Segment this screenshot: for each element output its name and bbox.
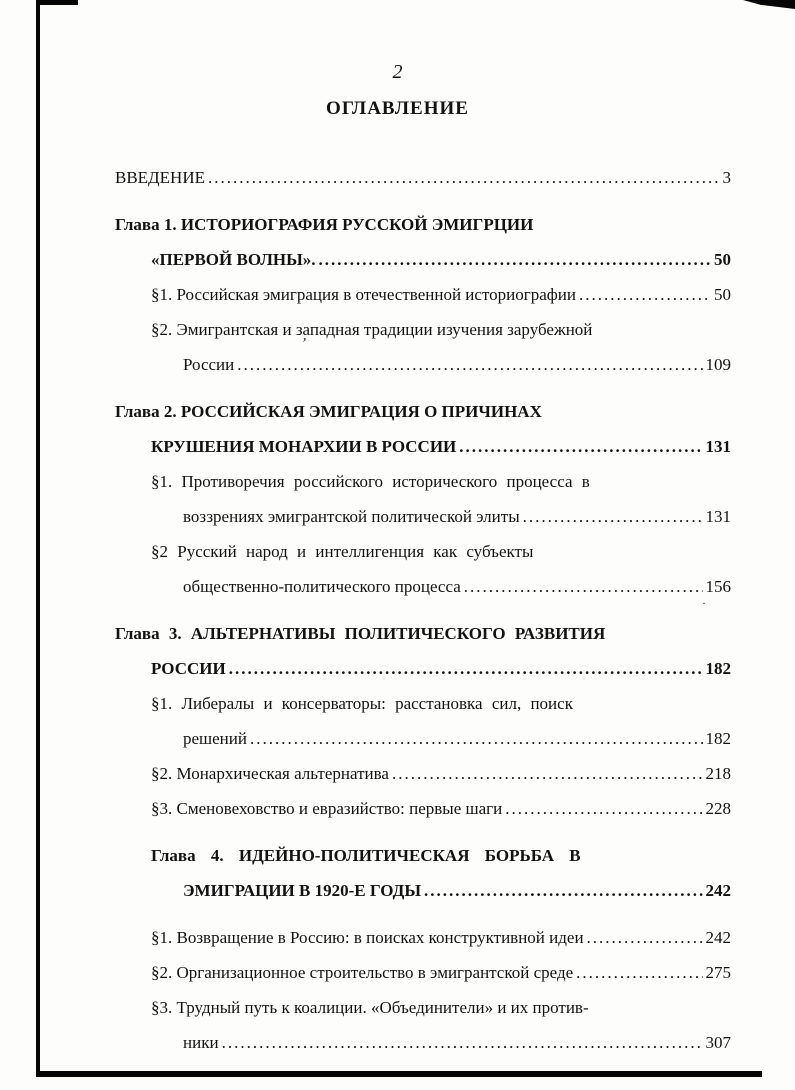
toc-line <box>151 247 731 272</box>
dot-leader <box>587 925 703 950</box>
toc-entry-text: РОССИИ <box>151 659 226 678</box>
toc-line <box>151 995 731 1020</box>
toc-page-number: 50 <box>714 285 731 304</box>
scan-artifact: ’ <box>299 335 308 353</box>
toc-entry-text: §1. Либералы и консерваторы: расстановка сил, поиск <box>151 694 573 713</box>
dot-leader <box>523 504 703 529</box>
dot-leader <box>229 656 703 681</box>
toc-entry-text: §2. Монархическая альтернатива <box>151 764 389 783</box>
toc-entry-text: §1. Российская эмиграция в отечественной историографии <box>151 285 576 304</box>
toc-line <box>151 317 731 342</box>
toc-line <box>151 925 731 950</box>
toc-entry-text: §2. Организационное строительство в эмигрантской среде <box>151 963 574 982</box>
toc-line <box>183 726 731 751</box>
dot-leader <box>576 960 702 985</box>
scan-edge-top-left <box>36 0 78 5</box>
toc-entry-text: §1. Возвращение в Россию: в поисках конструктивной идеи <box>151 928 584 947</box>
dot-leader <box>319 247 711 272</box>
toc-page-number: 242 <box>705 881 731 900</box>
toc-line <box>151 796 731 821</box>
toc-entry-text: §2. Эмигрантская и западная традиции изучения зарубежной <box>151 320 593 339</box>
dot-leader <box>579 282 711 307</box>
page-title: ОГЛАВЛЕНИЕ <box>326 98 469 119</box>
toc-line <box>151 539 731 564</box>
scan-edge-left <box>36 0 40 1077</box>
toc-line <box>151 761 731 786</box>
scan-edge-bottom <box>36 1071 762 1077</box>
toc-page-number: 50 <box>714 250 731 269</box>
toc-entry-text: Глава 3. АЛЬТЕРНАТИВЫ ПОЛИТИЧЕСКОГО РАЗВИТИЯ <box>115 624 606 643</box>
page-number: 2 <box>392 61 403 83</box>
toc-entry-text: Глава 4. ИДЕЙНО-ПОЛИТИЧЕСКАЯ БОРЬБА В <box>151 846 581 865</box>
dot-leader <box>222 1030 703 1055</box>
dot-leader <box>392 761 703 786</box>
toc-line <box>151 282 731 307</box>
toc-page-number: 156 <box>705 577 731 596</box>
dot-leader <box>250 726 703 751</box>
toc-line <box>183 574 731 599</box>
toc-entry-text: §2 Русский народ и интеллигенция как субъекты <box>151 542 534 561</box>
scan-artifact: · <box>702 596 706 610</box>
toc <box>115 165 731 1055</box>
toc-entry-text: общественно-политического процесса <box>183 577 461 596</box>
toc-entry-text: КРУШЕНИЯ МОНАРХИИ В РОССИИ <box>151 437 457 456</box>
toc-line <box>151 469 731 494</box>
toc-entry-text: §3. Трудный путь к коалиции. «Объединители» и их против- <box>151 998 589 1017</box>
toc-entry-text: «ПЕРВОЙ ВОЛНЫ». <box>151 250 316 269</box>
toc-entry-text: Глава 1. ИСТОРИОГРАФИЯ РУССКОЙ ЭМИГРЦИИ <box>115 215 534 234</box>
toc-line <box>151 960 731 985</box>
toc-entry-text: ВВЕДЕНИЕ <box>115 168 205 187</box>
toc-page-number: 275 <box>705 963 731 982</box>
toc-line <box>151 656 731 681</box>
toc-line <box>151 434 731 459</box>
toc-page-number: 131 <box>705 507 731 526</box>
toc-line <box>115 399 731 424</box>
toc-line <box>115 621 731 646</box>
dot-leader <box>424 878 702 903</box>
dot-leader <box>464 574 703 599</box>
toc-page-number: 228 <box>705 799 731 818</box>
toc-page-number: 218 <box>705 764 731 783</box>
toc-page-number: 3 <box>722 168 731 187</box>
toc-page-number: 109 <box>705 355 731 374</box>
toc-entry-text: ники <box>183 1033 219 1052</box>
toc-line <box>183 878 731 903</box>
toc-page-number: 307 <box>705 1033 731 1052</box>
dot-leader <box>505 796 702 821</box>
dot-leader <box>237 352 702 377</box>
toc-entry-text: §1. Противоречия российского исторического процесса в <box>151 472 590 491</box>
toc-entry-text: России <box>183 355 235 374</box>
toc-page-number: 131 <box>705 437 731 456</box>
toc-entry-text: ЭМИГРАЦИИ В 1920-Е ГОДЫ <box>183 881 422 900</box>
toc-line <box>183 352 731 377</box>
toc-line <box>183 1030 731 1055</box>
toc-page-number: 182 <box>705 729 731 748</box>
toc-page-number: 242 <box>705 928 731 947</box>
toc-page-number: 182 <box>705 659 731 678</box>
dot-leader <box>459 434 702 459</box>
toc-line <box>115 165 731 190</box>
toc-line <box>151 843 731 868</box>
toc-entry-text: воззрениях эмигрантской политической элиты <box>183 507 520 526</box>
toc-line <box>151 691 731 716</box>
toc-entry-text: решений <box>183 729 247 748</box>
toc-entry-text: §3. Сменовеховство и евразийство: первые шаги <box>151 799 503 818</box>
dot-leader <box>208 165 720 190</box>
toc-entry-text: Глава 2. РОССИЙСКАЯ ЭМИГРАЦИЯ О ПРИЧИНАХ <box>115 402 542 421</box>
toc-line <box>183 504 731 529</box>
toc-line <box>115 212 731 237</box>
